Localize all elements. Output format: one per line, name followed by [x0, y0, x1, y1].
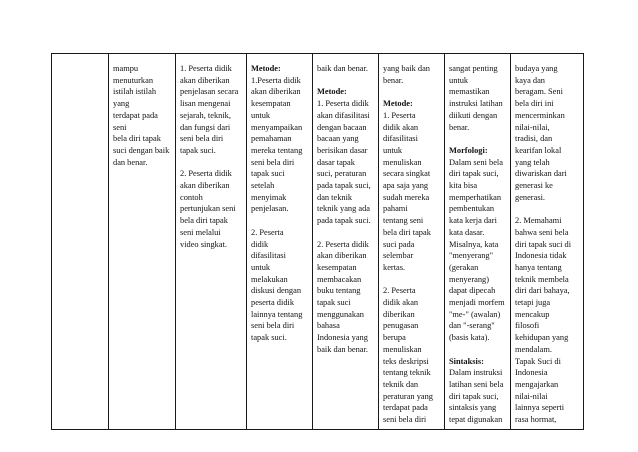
paragraph-heading: Metode: — [251, 64, 281, 73]
table-cell-col-5 — [313, 58, 379, 429]
table-cell-col-8 — [511, 58, 584, 429]
table-cell-col-7 — [445, 58, 511, 429]
cell-paragraph — [251, 63, 309, 215]
cell-paragraph — [515, 215, 580, 426]
paragraph-text: 2. Peserta didik akan diberikan penugasan berupa menuliskan teks deskripsi tentang teknik teknik dan peraturan yang terdapat pada seni bela diri — [383, 286, 433, 425]
cell-paragraph — [449, 145, 507, 344]
paragraph-heading: Morfologi: — [449, 145, 488, 155]
table-cell-col-6 — [379, 58, 445, 429]
cell-paragraph — [317, 63, 375, 75]
cell-paragraph — [251, 227, 309, 344]
paragraph-text: Dalam seni bela diri tapak suci, kita bisa memperhatikan pembentukan kata kerja dari kata dasar. Misalnya, kata "menyerang" (gerakan menyerang) dapat dipecah menjadi morfem "me-" (awalan) dan "-serang" (basis kata). — [449, 157, 505, 343]
cell-paragraph — [317, 239, 375, 356]
table-cell-col-3 — [176, 58, 247, 429]
table-row — [52, 58, 584, 429]
cell-paragraph — [449, 356, 507, 426]
cell-paragraph — [383, 63, 441, 86]
paragraph-heading: Metode: — [317, 87, 347, 97]
cell-paragraph — [113, 63, 172, 168]
table-cell-col-1 — [52, 58, 109, 429]
cell-paragraph — [383, 285, 441, 425]
lesson-plan-table — [51, 53, 584, 430]
table-cell-col-4 — [247, 58, 313, 429]
paragraph-text: baik dan benar. — [317, 64, 368, 73]
cell-paragraph — [449, 63, 507, 133]
cell-paragraph — [383, 98, 441, 274]
paragraph-text: 1. Peserta didik akan difasilitasi dengan bacaan bacaan yang berisikan dasar dasar tapak suci, peraturan pada tapak suci, dan teknik teknik yang ada pada tapak suci. — [317, 99, 371, 226]
table-cell-col-2 — [109, 58, 176, 429]
paragraph-text: 2. Peserta didik akan diberikan contoh pertunjukan seni bela diri tapak seni melalui video singkat. — [180, 169, 236, 249]
paragraph-text: 1.Peserta didik akan diberikan kesempatan untuk menyampaikan pemahaman mereka tentang seni bela diri tapak suci setelah menyimak penjelasan. — [251, 75, 303, 214]
paragraph-text: 1. Peserta didik akan diberikan penjelasan secara lisan mengenai sejarah, teknik, dan fungsi dari seni bela diri tapak suci. — [180, 64, 239, 155]
paragraph-heading: Sintaksis: — [449, 356, 484, 366]
paragraph-text: budaya yang kaya dan beragam. Seni bela diri ini mencerminkan nilai-nilai, tradisi, dan kearifan lokal yang telah diwariskan dari generasi ke generasi. — [515, 64, 567, 202]
paragraph-text: 1. Peserta didik akan difasilitasi untuk menuliskan secara singkat apa saja yang sudah mereka pahami tentang seni bela diri tapak suci pada selembar kertas. — [383, 110, 431, 272]
paragraph-heading: Metode: — [383, 99, 413, 109]
paragraph-text: 2. Peserta didik akan diberikan kesempatan membacakan buku tentang tapak suci menggunakan bahasa Indonesia yang baik dan benar. — [317, 239, 369, 354]
cell-paragraph — [317, 86, 375, 226]
cell-paragraph — [180, 63, 243, 157]
cell-paragraph — [515, 63, 580, 203]
paragraph-text: 2. Memahami bahwa seni bela diri tapak suci di Indonesia tidak hanya tentang teknik membela diri dari bahaya, tetapi juga mencakup filosofi kehidupan yang mendalam. Tapak Suci di Indonesia mengajarkan nilai-nilai lainnya seperti rasa hormat, — [515, 216, 572, 425]
cell-paragraph — [180, 168, 243, 250]
paragraph-text: sangat penting untuk memastikan instruksi latihan diikuti dengan benar. — [449, 64, 503, 132]
paragraph-text: mampu menuturkan istilah istilah yang terdapat pada seni bela diri tapak suci dengan baik dan benar. — [113, 64, 170, 167]
paragraph-text: yang baik dan benar. — [383, 64, 430, 85]
paragraph-text: Dalam instruksi latihan seni bela diri tapak suci, sintaksis yang tepat digunakan — [449, 368, 504, 425]
paragraph-text: 2. Peserta didik difasilitasi untuk melakukan diskusi dengan peserta didik lainnya tentang seni bela diri tapak suci. — [251, 227, 303, 343]
